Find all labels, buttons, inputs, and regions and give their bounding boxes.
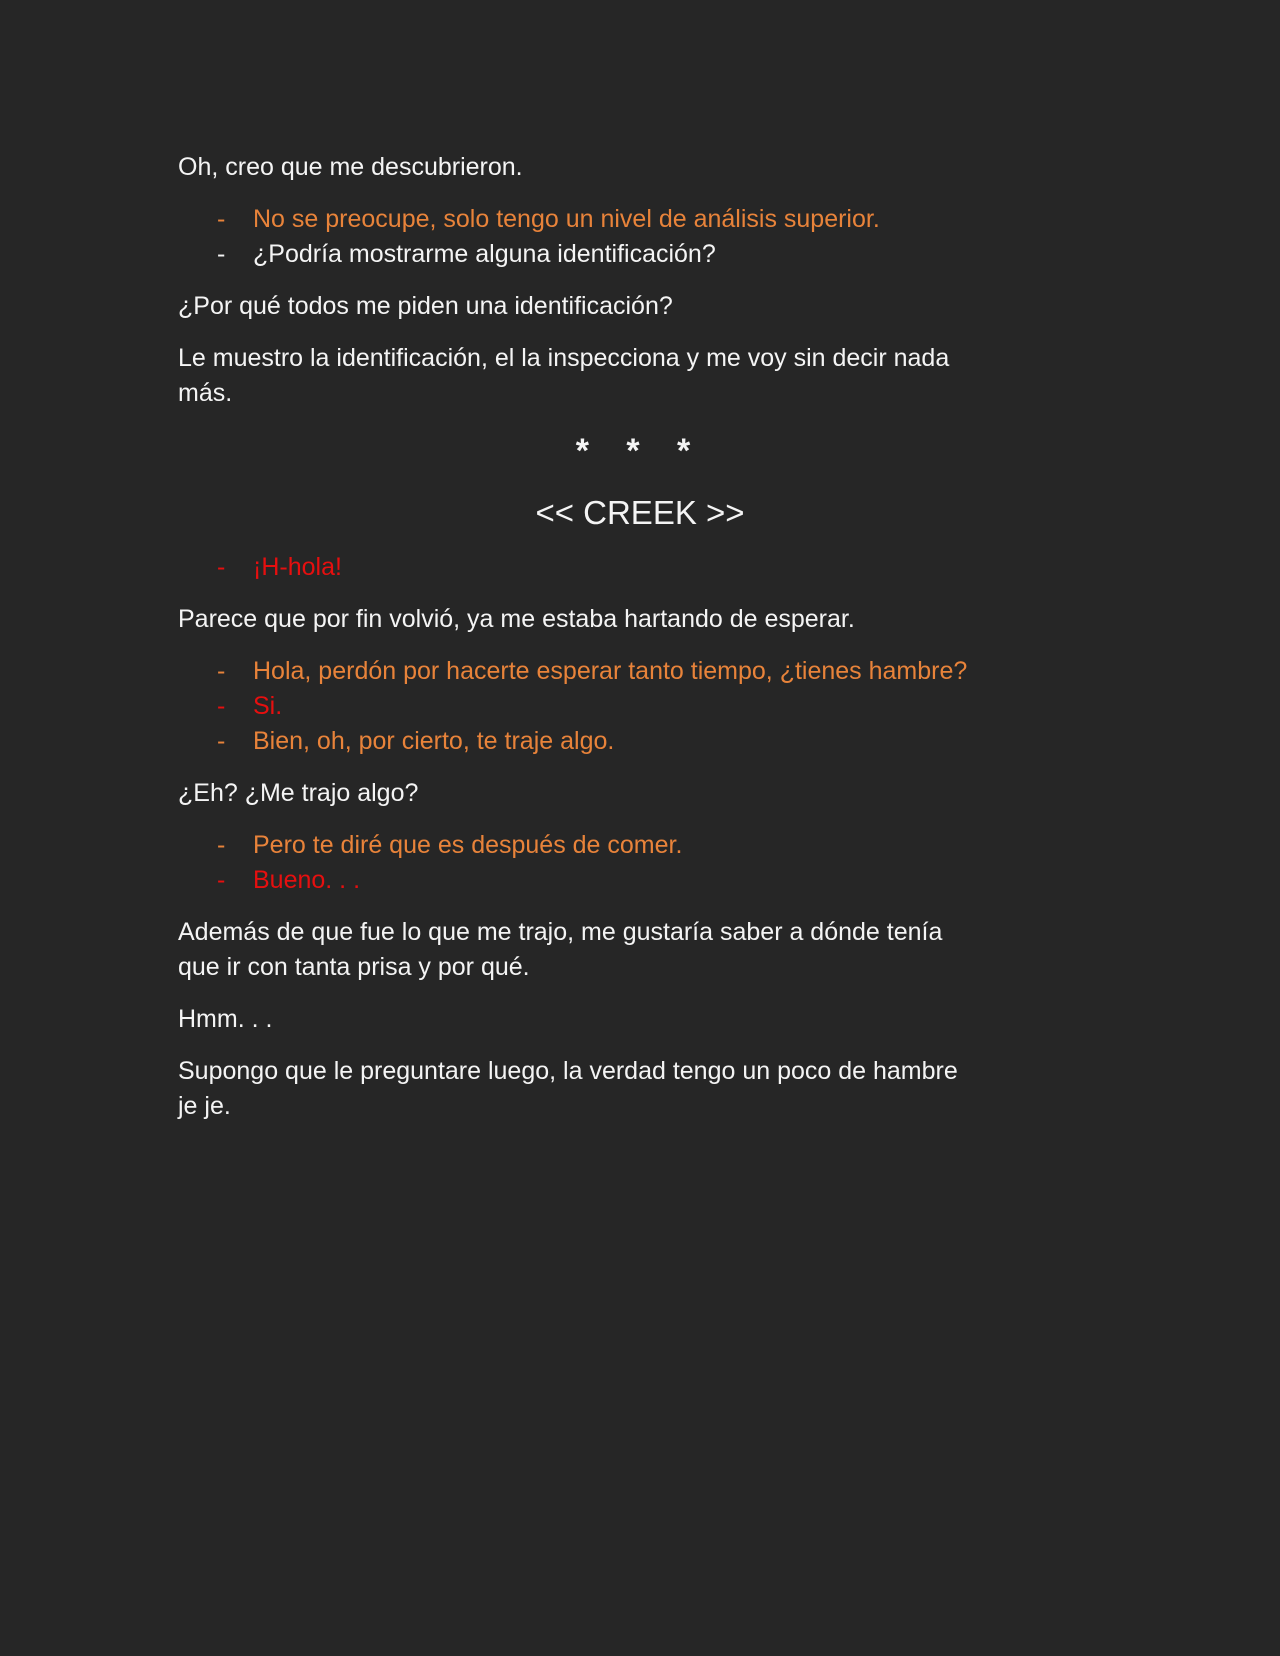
narration: Hmm. . . — [178, 1005, 273, 1033]
sound-effect: << CREEK >> — [535, 494, 745, 531]
narration: Le muestro la identificación, el la inspecciona y me voy sin decir nada más. — [178, 344, 950, 407]
dialogue-line: - Bien, oh, por cierto, te traje algo. — [217, 727, 615, 755]
dialogue-list — [178, 654, 1118, 759]
dialogue-list — [178, 202, 1118, 272]
dialogue-line: - ¿Podría mostrarme alguna identificación? — [217, 240, 716, 268]
narration: Oh, creo que me descubrieron. — [178, 153, 523, 181]
narration: ¿Por qué todos me piden una identificación? — [178, 292, 673, 320]
narration: Parece que por fin volvió, ya me estaba hartando de esperar. — [178, 605, 855, 633]
narration: ¿Eh? ¿Me trajo algo? — [178, 779, 419, 807]
dialogue-line: - No se preocupe, solo tengo un nivel de análisis superior. — [217, 205, 880, 233]
narration: Además de que fue lo que me trajo, me gustaría saber a dónde tenía que ir con tanta prisa y por qué. — [178, 918, 943, 981]
dialogue-line: - Hola, perdón por hacerte esperar tanto tiempo, ¿tienes hambre? — [217, 657, 968, 685]
narration: Supongo que le preguntare luego, la verdad tengo un poco de hambre je je. — [178, 1057, 958, 1120]
dialogue-list — [178, 828, 1118, 898]
dialogue-line: - ¡H-hola! — [217, 553, 342, 581]
scene-break: * * * — [575, 432, 705, 470]
dialogue-list — [178, 550, 1118, 585]
dialogue-line: - Si. — [217, 692, 283, 720]
dialogue-line: - Pero te diré que es después de comer. — [217, 831, 683, 859]
dialogue-line: - Bueno. . . — [217, 866, 361, 894]
